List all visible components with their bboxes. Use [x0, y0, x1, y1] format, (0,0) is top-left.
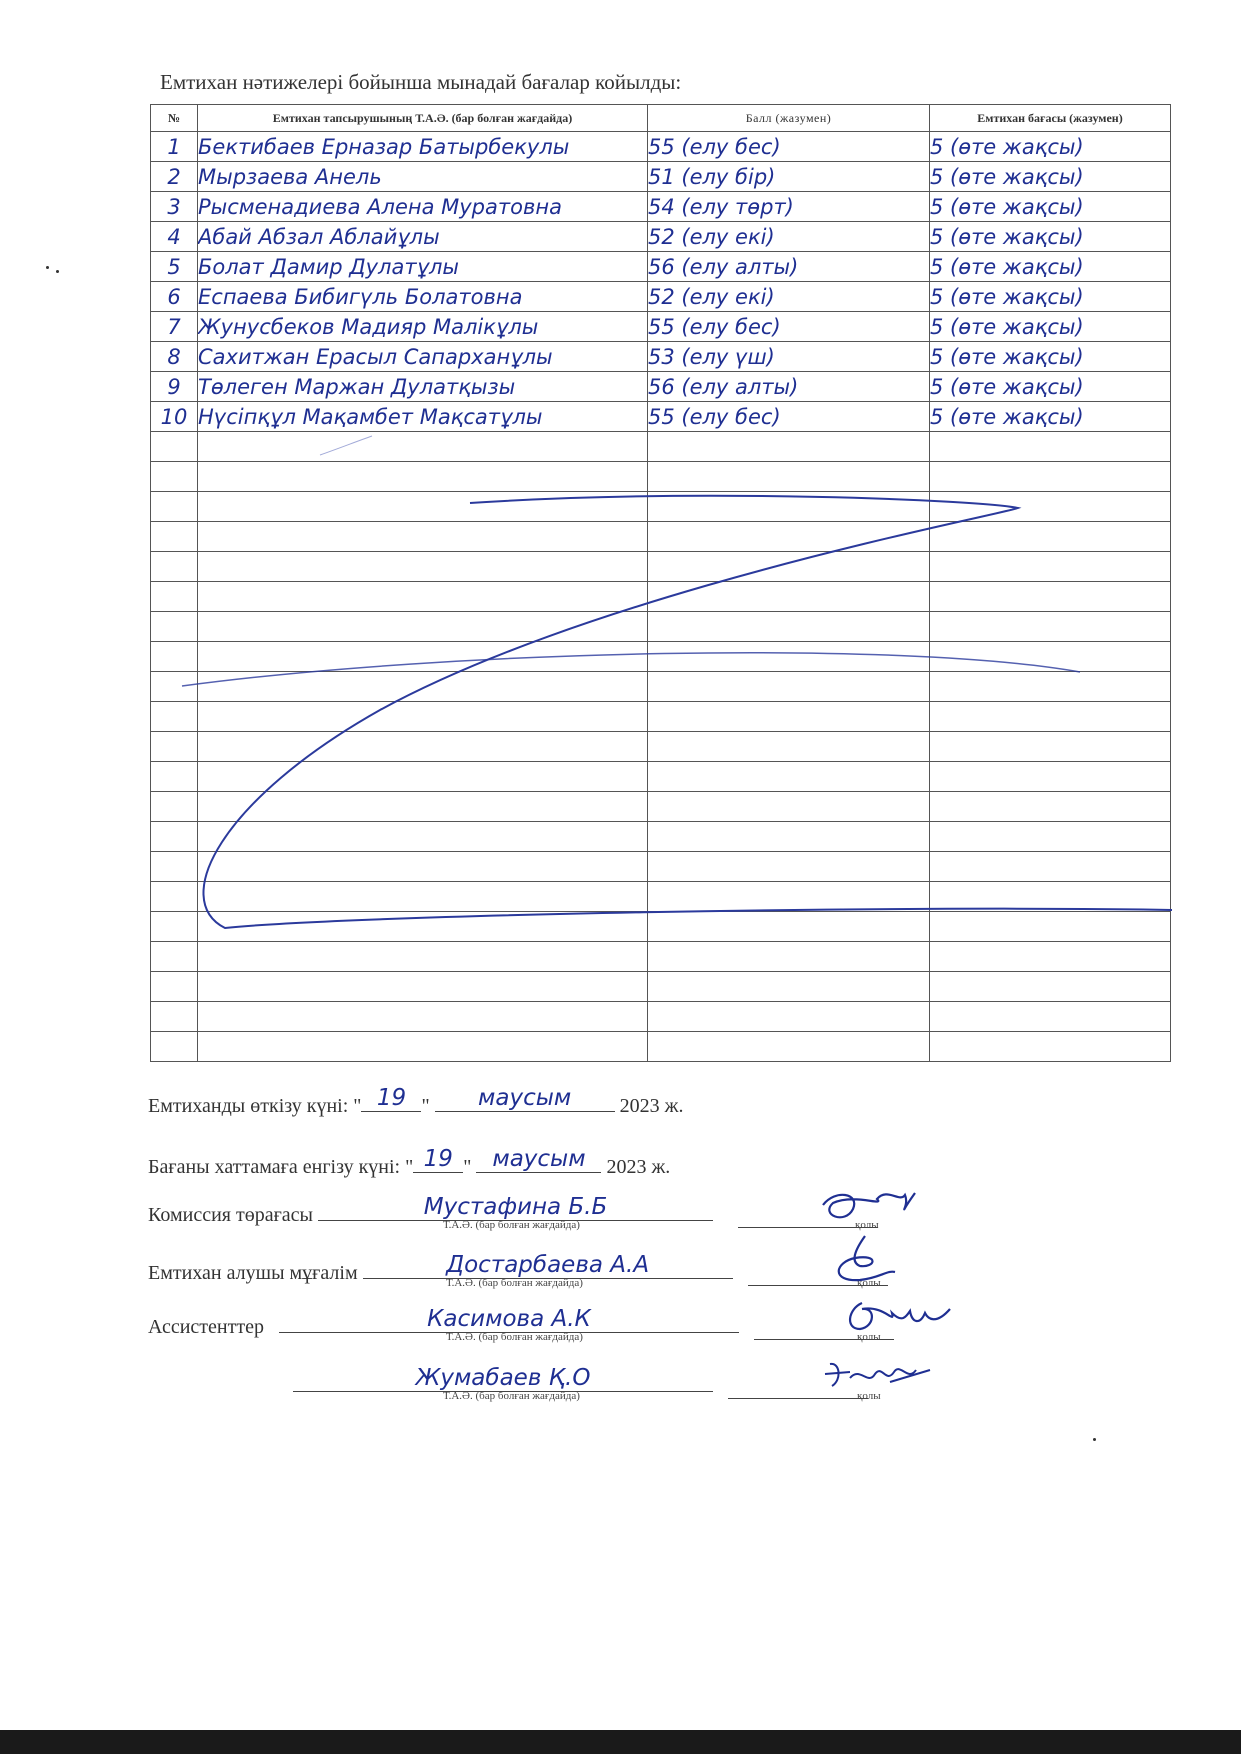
table-row — [151, 942, 1171, 972]
exam-date-month: маусым — [435, 1085, 615, 1112]
student-grade — [930, 822, 1171, 852]
student-score — [648, 552, 930, 582]
row-number — [151, 882, 198, 912]
table-row — [151, 792, 1171, 822]
entry-date-quote-open: " — [405, 1156, 414, 1178]
student-score — [648, 702, 930, 732]
student-name — [198, 642, 648, 672]
student-grade — [930, 642, 1171, 672]
row-number — [151, 972, 198, 1002]
teacher-label: Емтихан алушы мұғалім — [148, 1262, 358, 1284]
table-row — [151, 492, 1171, 522]
entry-date-day: 19 — [413, 1146, 463, 1173]
student-grade — [930, 912, 1171, 942]
student-grade — [930, 492, 1171, 522]
table-row — [151, 732, 1171, 762]
row-number — [151, 1032, 198, 1062]
header-score: Балл (жазумен) — [648, 105, 930, 132]
student-name — [198, 612, 648, 642]
student-score — [648, 582, 930, 612]
student-score — [648, 792, 930, 822]
student-score: 54 (елу төрт) — [648, 192, 930, 222]
student-name — [198, 462, 648, 492]
intro-text: Емтихан нәтижелері бойынша мынадай бағалар койылды: — [160, 70, 682, 94]
student-grade: 5 (өте жақсы) — [930, 162, 1171, 192]
student-score — [648, 672, 930, 702]
student-name — [198, 672, 648, 702]
student-score — [648, 522, 930, 552]
student-grade — [930, 582, 1171, 612]
teacher-name: Достарбаева А.А — [363, 1252, 733, 1279]
student-score — [648, 612, 930, 642]
student-grade — [930, 432, 1171, 462]
assistant-1-sign-caption: қолы — [857, 1331, 881, 1343]
speck — [56, 270, 59, 273]
student-score: 55 (елу бес) — [648, 132, 930, 162]
row-number: 2 — [151, 162, 198, 192]
row-number — [151, 432, 198, 462]
student-name: Бектибаев Ерназар Батырбекулы — [198, 132, 648, 162]
assistant-2-name: Жумабаев Қ.О — [293, 1365, 713, 1392]
grades-table — [150, 104, 1171, 1062]
student-grade: 5 (өте жақсы) — [930, 402, 1171, 432]
exam-date-quote-close: " — [421, 1095, 430, 1117]
student-name — [198, 582, 648, 612]
table-row — [151, 162, 1171, 192]
table-row — [151, 132, 1171, 162]
student-grade: 5 (өте жақсы) — [930, 192, 1171, 222]
student-grade — [930, 972, 1171, 1002]
row-number — [151, 942, 198, 972]
chair-label: Комиссия төрағасы — [148, 1204, 313, 1226]
row-number: 5 — [151, 252, 198, 282]
student-grade — [930, 522, 1171, 552]
assistant-1-name-caption: Т.А.Ә. (бар болған жағдайда) — [446, 1331, 583, 1343]
student-name — [198, 702, 648, 732]
student-score — [648, 432, 930, 462]
table-header-row — [151, 105, 1171, 132]
student-score: 56 (елу алты) — [648, 252, 930, 282]
entry-date-line — [148, 1146, 670, 1179]
chair-sign-caption: қолы — [855, 1219, 879, 1231]
row-number — [151, 762, 198, 792]
student-name: Жунусбеков Мадияр Малікұлы — [198, 312, 648, 342]
table-row — [151, 192, 1171, 222]
exam-date-line — [148, 1085, 683, 1118]
student-score — [648, 852, 930, 882]
student-score — [648, 972, 930, 1002]
table-row — [151, 762, 1171, 792]
student-name — [198, 942, 648, 972]
student-score — [648, 1032, 930, 1062]
table-row — [151, 522, 1171, 552]
row-number: 4 — [151, 222, 198, 252]
student-score: 55 (елу бес) — [648, 402, 930, 432]
student-score — [648, 912, 930, 942]
table-row — [151, 1032, 1171, 1062]
row-number: 7 — [151, 312, 198, 342]
student-grade — [930, 612, 1171, 642]
row-number — [151, 672, 198, 702]
table-row — [151, 342, 1171, 372]
table-body — [151, 132, 1171, 1062]
table-row — [151, 612, 1171, 642]
student-score: 53 (елу үш) — [648, 342, 930, 372]
student-name: Рысменадиева Алена Муратовна — [198, 192, 648, 222]
table-row — [151, 912, 1171, 942]
student-grade: 5 (өте жақсы) — [930, 282, 1171, 312]
student-score: 51 (елу бір) — [648, 162, 930, 192]
student-score — [648, 882, 930, 912]
student-score — [648, 642, 930, 672]
student-name — [198, 552, 648, 582]
row-number: 9 — [151, 372, 198, 402]
student-name — [198, 492, 648, 522]
row-number — [151, 1002, 198, 1032]
assistant-2-signature — [820, 1352, 940, 1397]
student-score — [648, 732, 930, 762]
student-grade: 5 (өте жақсы) — [930, 222, 1171, 252]
student-grade — [930, 672, 1171, 702]
table-row — [151, 582, 1171, 612]
table-row — [151, 312, 1171, 342]
student-grade: 5 (өте жақсы) — [930, 132, 1171, 162]
student-grade — [930, 552, 1171, 582]
student-name — [198, 882, 648, 912]
student-name: Нүсіпқұл Мақамбет Мақсатұлы — [198, 402, 648, 432]
assistant-1-signature — [840, 1295, 960, 1340]
entry-date-year: 2023 ж. — [606, 1156, 671, 1178]
table-row — [151, 462, 1171, 492]
student-grade — [930, 1002, 1171, 1032]
row-number — [151, 642, 198, 672]
assistant-2-name-caption: Т.А.Ә. (бар болған жағдайда) — [443, 1390, 580, 1402]
teacher-name-caption: Т.А.Ә. (бар болған жағдайда) — [446, 1277, 583, 1289]
header-grade: Емтихан бағасы (жазумен) — [930, 105, 1171, 132]
teacher-signature — [825, 1232, 905, 1292]
student-grade — [930, 762, 1171, 792]
student-grade — [930, 702, 1171, 732]
student-name: Абай Абзал Аблайұлы — [198, 222, 648, 252]
exam-date-quote-open: " — [353, 1095, 362, 1117]
row-number — [151, 702, 198, 732]
table-row — [151, 372, 1171, 402]
table-row — [151, 822, 1171, 852]
student-score — [648, 492, 930, 522]
student-name: Болат Дамир Дулатұлы — [198, 252, 648, 282]
table-row — [151, 552, 1171, 582]
row-number — [151, 522, 198, 552]
student-name — [198, 792, 648, 822]
student-grade: 5 (өте жақсы) — [930, 372, 1171, 402]
row-number — [151, 582, 198, 612]
row-number — [151, 732, 198, 762]
student-score — [648, 1002, 930, 1032]
student-grade — [930, 732, 1171, 762]
row-number — [151, 612, 198, 642]
row-number: 6 — [151, 282, 198, 312]
student-grade — [930, 882, 1171, 912]
student-score — [648, 762, 930, 792]
assistant-2-sign-caption: қолы — [857, 1390, 881, 1402]
chair-name: Мустафина Б.Б — [318, 1194, 713, 1221]
teacher-sign-caption: қолы — [857, 1277, 881, 1289]
table-row — [151, 222, 1171, 252]
scan-edge — [0, 1730, 1241, 1754]
row-number — [151, 552, 198, 582]
table-row — [151, 1002, 1171, 1032]
assistants-label: Ассистенттер — [148, 1316, 264, 1338]
row-number: 8 — [151, 342, 198, 372]
row-number: 10 — [151, 402, 198, 432]
student-grade — [930, 792, 1171, 822]
student-name: Сахитжан Ерасыл Сапарханұлы — [198, 342, 648, 372]
row-number — [151, 492, 198, 522]
student-grade — [930, 942, 1171, 972]
student-name: Төлеген Маржан Дулатқызы — [198, 372, 648, 402]
table-row — [151, 672, 1171, 702]
student-name: Еспаева Бибигүль Болатовна — [198, 282, 648, 312]
header-name: Емтихан тапсырушының Т.А.Ә. (бар болған жағдайда) — [198, 105, 648, 132]
student-name — [198, 1032, 648, 1062]
exam-date-label: Емтиханды өткізу күні: — [148, 1095, 349, 1117]
student-score — [648, 462, 930, 492]
student-name: Мырзаева Анель — [198, 162, 648, 192]
chair-signature — [815, 1185, 925, 1230]
table-row — [151, 702, 1171, 732]
row-number — [151, 852, 198, 882]
student-score — [648, 942, 930, 972]
student-grade: 5 (өте жақсы) — [930, 252, 1171, 282]
student-grade: 5 (өте жақсы) — [930, 342, 1171, 372]
student-grade — [930, 852, 1171, 882]
table-row — [151, 852, 1171, 882]
table-row — [151, 282, 1171, 312]
student-name — [198, 972, 648, 1002]
student-name — [198, 522, 648, 552]
student-grade — [930, 462, 1171, 492]
speck — [1093, 1438, 1096, 1441]
table-row — [151, 882, 1171, 912]
student-score: 52 (елу екі) — [648, 222, 930, 252]
table-row — [151, 402, 1171, 432]
exam-date-year: 2023 ж. — [619, 1095, 684, 1117]
assistant-1-name: Касимова А.К — [279, 1306, 739, 1333]
student-score: 52 (елу екі) — [648, 282, 930, 312]
entry-date-quote-close: " — [463, 1156, 472, 1178]
student-name — [198, 822, 648, 852]
student-score — [648, 822, 930, 852]
student-name — [198, 432, 648, 462]
table-row — [151, 432, 1171, 462]
student-grade — [930, 1032, 1171, 1062]
student-score: 55 (елу бес) — [648, 312, 930, 342]
chair-name-caption: Т.А.Ә. (бар болған жағдайда) — [443, 1219, 580, 1231]
exam-date-day: 19 — [361, 1085, 421, 1112]
entry-date-month: маусым — [476, 1146, 601, 1173]
student-grade: 5 (өте жақсы) — [930, 312, 1171, 342]
student-name — [198, 1002, 648, 1032]
student-name — [198, 732, 648, 762]
row-number: 1 — [151, 132, 198, 162]
entry-date-label: Бағаны хаттамаға енгізу күні: — [148, 1156, 401, 1178]
student-score: 56 (елу алты) — [648, 372, 930, 402]
row-number: 3 — [151, 192, 198, 222]
student-name — [198, 762, 648, 792]
table-row — [151, 972, 1171, 1002]
row-number — [151, 792, 198, 822]
row-number — [151, 912, 198, 942]
row-number — [151, 822, 198, 852]
header-number: № — [151, 105, 198, 132]
row-number — [151, 462, 198, 492]
student-name — [198, 852, 648, 882]
speck — [46, 266, 49, 269]
table-row — [151, 252, 1171, 282]
table-row — [151, 642, 1171, 672]
student-name — [198, 912, 648, 942]
